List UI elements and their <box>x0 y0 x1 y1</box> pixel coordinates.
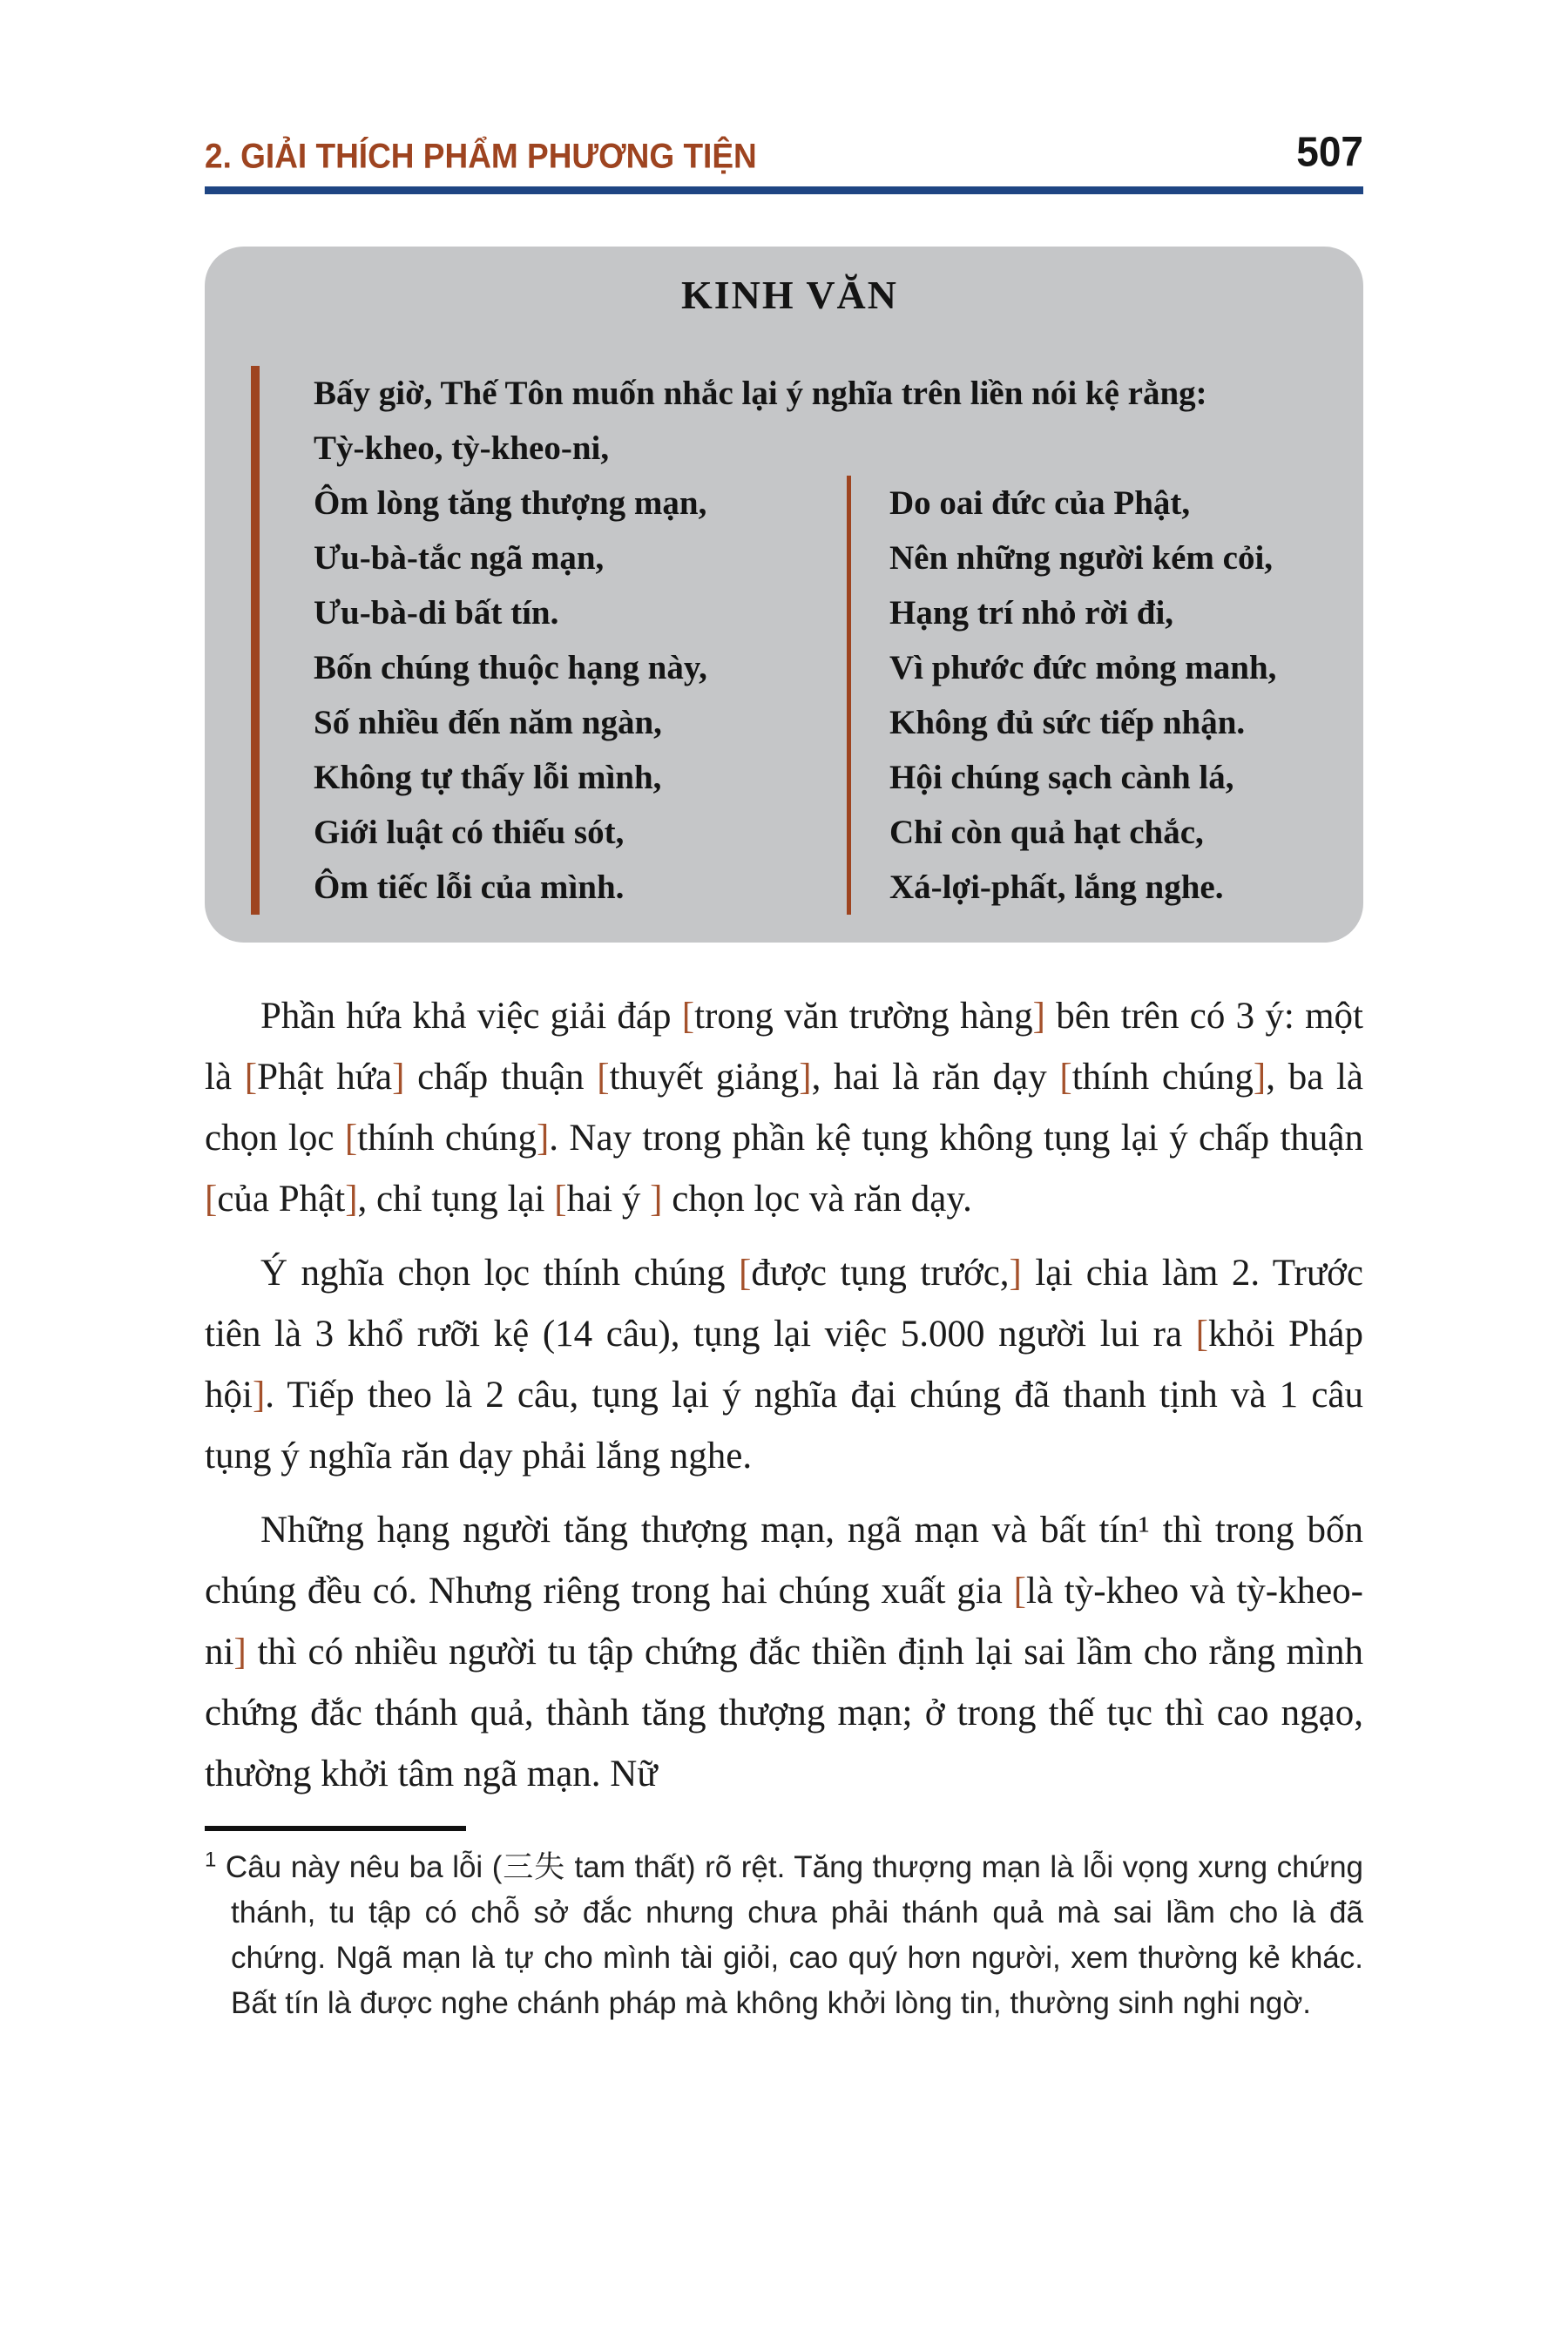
box-title: KINH VĂN <box>680 273 898 317</box>
bracket: ] <box>536 1118 550 1159</box>
verse-column-right <box>847 476 1276 915</box>
footnote-text: Câu này nêu ba lỗi (三失 tam thất) rõ rệt. Tăng thượng mạn là lỗi vọng xưng chứng thánh, tu tập có chỗ sở đắc nhưng chưa phải thánh quả mà sai lầm cho là đã chứng. Ngã mạn là tự cho mình tài giỏi, cao quý hơn người, xem thường kẻ khác. Bất tín là được nghe chánh pháp mà không khởi lòng tin, thường sinh nghi ngờ. <box>216 1850 1363 2020</box>
bracket: [ <box>1195 1314 1208 1355</box>
bracket: [ <box>681 996 695 1037</box>
kinh-van-box <box>205 247 1363 943</box>
bracket: ] <box>233 1632 247 1673</box>
bracket: ] <box>252 1375 266 1416</box>
bracket: [ <box>205 1179 218 1220</box>
paragraph: Những hạng người tăng thượng mạn, ngã mạn và bất tín¹ thì trong bốn chúng đều có. Nhưng riêng trong hai chúng xuất gia [là tỳ-kheo và tỳ-kheo-ni] thì có nhiều người tu tập chứng đắc thiền định lại sai lầm cho rằng mình chứng đắc thánh quả, thành tăng thượng mạn; ở trong thế tục thì cao ngạo, thường khởi tâm ngã mạn. Nữ <box>205 1510 1363 1794</box>
verse-line: Tỳ-kheo, tỳ-kheo-ni, <box>314 429 610 467</box>
verse-line: Ưu-bà-di bất tín. <box>314 594 559 632</box>
verse-line: Không tự thấy lỗi mình, <box>314 759 662 796</box>
verse-line: Vì phước đức mỏng manh, <box>889 649 1277 686</box>
bracket: ] <box>799 1057 812 1098</box>
verse-line: Ôm tiếc lỗi của mình. <box>314 868 625 906</box>
bracket: [ <box>244 1057 258 1098</box>
bracket: ] <box>650 1179 663 1220</box>
verse-intro: Bấy giờ, Thế Tôn muốn nhắc lại ý nghĩa trên liền nói kệ rằng: <box>314 375 1207 412</box>
header-rule <box>205 186 1363 194</box>
bracket: ] <box>345 1179 358 1220</box>
verse-line: Ôm lòng tăng thượng mạn, <box>314 484 707 522</box>
verse-line: Hạng trí nhỏ rời đi, <box>889 594 1174 632</box>
footnote-rule <box>205 1826 466 1831</box>
verse-line: Nên những người kém cỏi, <box>889 539 1274 577</box>
bracket: [ <box>597 1057 610 1098</box>
bracket: [ <box>739 1253 752 1294</box>
footnote <box>205 1845 1363 2026</box>
footnote-marker: 1 <box>205 1848 217 1872</box>
bracket: ] <box>1032 996 1045 1037</box>
paragraph: Phần hứa khả việc giải đáp [trong văn trường hàng] bên trên có 3 ý: một là [Phật hứa] chấp thuận [thuyết giảng], hai là răn dạy [thính chúng], ba là chọn lọc [thính chúng]. Nay trong phần kệ tụng không tụng lại ý chấp thuận [của Phật], chỉ tụng lại [hai ý ] chọn lọc và răn dạy. <box>205 996 1364 1220</box>
verse-line: Số nhiều đến năm ngàn, <box>314 704 662 741</box>
commentary <box>205 986 1363 1805</box>
verse-block <box>251 366 1328 915</box>
verse-line: Hội chúng sạch cành lá, <box>889 759 1234 796</box>
verse-columns <box>314 421 1328 915</box>
verse-line: Không đủ sức tiếp nhận. <box>889 704 1246 741</box>
bracket: [ <box>1013 1571 1026 1612</box>
bracket: [ <box>344 1118 358 1159</box>
page-header <box>205 129 1363 176</box>
verse-line: Bốn chúng thuộc hạng này, <box>314 649 707 686</box>
bracket: ] <box>392 1057 405 1098</box>
verse-column-left <box>314 421 847 915</box>
paragraph: Ý nghĩa chọn lọc thính chúng [được tụng trước,] lại chia làm 2. Trước tiên là 3 khổ rưỡi kệ (14 câu), tụng lại việc 5.000 người lui ra [khỏi Pháp hội]. Tiếp theo là 2 câu, tụng lại ý nghĩa đại chúng đã thanh tịnh và 1 câu tụng ý nghĩa răn dạy phải lắng nghe. <box>205 1253 1363 1477</box>
page-number: 507 <box>1296 127 1363 175</box>
verse-line: Xá-lợi-phất, lắng nghe. <box>889 868 1224 906</box>
verse-line: Do oai đức của Phật, <box>889 484 1191 522</box>
bracket: [ <box>1059 1057 1072 1098</box>
verse-line: Giới luật có thiếu sót, <box>314 814 625 851</box>
running-head: 2. GIẢI THÍCH PHẨM PHƯƠNG TIỆN <box>205 136 757 175</box>
bracket: [ <box>554 1179 567 1220</box>
bracket: ] <box>1009 1253 1022 1294</box>
bracket: ] <box>1253 1057 1267 1098</box>
verse-line: Chỉ còn quả hạt chắc, <box>889 814 1204 851</box>
verse-line: Ưu-bà-tắc ngã mạn, <box>314 539 605 577</box>
